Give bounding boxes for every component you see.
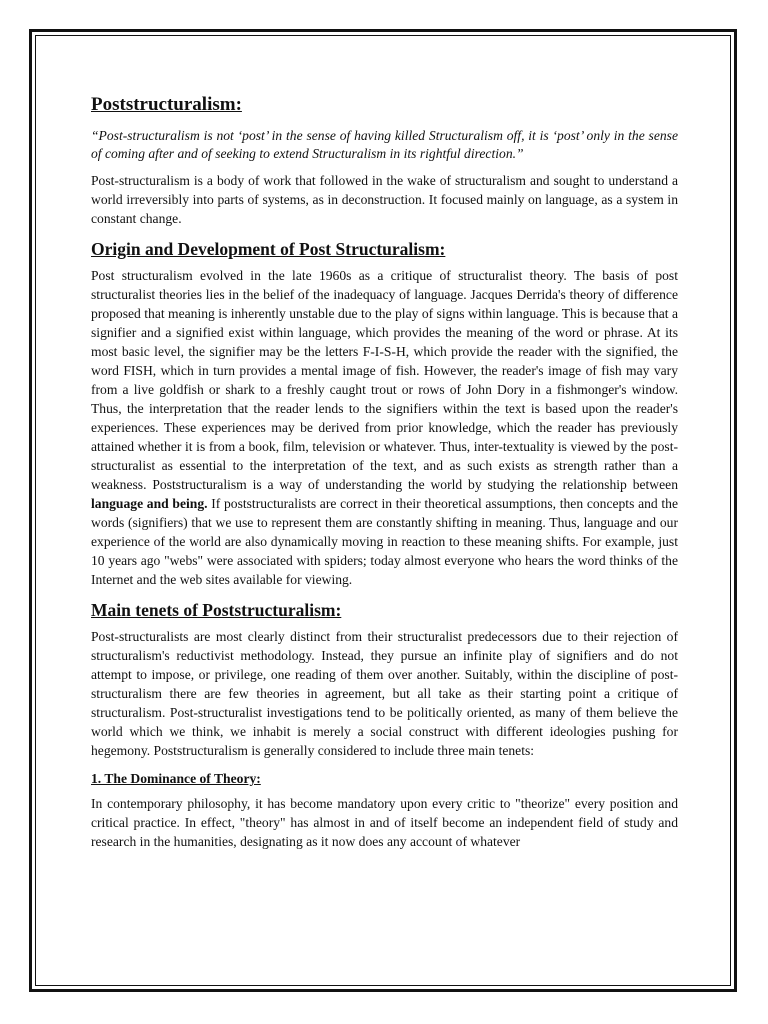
origin-bold-phrase: language and being.	[91, 496, 208, 511]
theory-paragraph: In contemporary philosophy, it has become mandatory upon every critic to "theorize" every position and critical practice. In effect, "theory" has almost in and of itself become an independent field of study and research in the humanities, designating as it now does any account of whatever	[91, 796, 678, 849]
section-heading-origin: Origin and Development of Post Structuralism:	[91, 239, 446, 259]
section-heading-tenets: Main tenets of Poststructuralism:	[91, 600, 342, 620]
document-content	[91, 93, 678, 859]
origin-paragraph	[91, 266, 678, 589]
document-title: Poststructuralism:	[91, 94, 242, 115]
origin-text-part1: Post structuralism evolved in the late 1960s as a critique of structuralist theory. The basis of post structuralist theories lies in the belief of the inadequacy of language. Jacques Derrida's theory of difference proposed that meaning is inherently unstable due to the play of signs within language. This is because that a signifier and a signified exist within language, which provides the meaning of the word or phrase. At its most basic level, the signifier may be the letters F-I-S-H, which provide the reader with the signified, the word FISH, which in turn provides a mental image of fish. However, the reader's image of fish may vary from a live goldfish or shark to a freshly caught trout or rows of John Dory in a fishmonger's window. Thus, the interpretation that the reader lends to the signifiers within the text is based upon the reader's experiences. These experiences may be derived from prior knowledge, which the reader has previously attained whether it is from a book, film, television or whatever. Thus, inter-textuality is viewed by the post-structuralist as essential to the interpretation of the text, and as such exists as strength rather than a weakness. Poststructuralism is a way of understanding the world by studying the relationship between	[91, 268, 678, 492]
subsection-heading-theory: 1. The Dominance of Theory:	[91, 771, 261, 786]
tenets-paragraph: Post-structuralists are most clearly distinct from their structuralist predecessors due to their rejection of structuralism's reductivist methodology. Instead, they pursue an infinite play of signifiers and do not attempt to impose, or privilege, one reading of them over another. Suitably, within the discipline of post-structuralism there are few theories in agreement, but all take as their starting point a critique of structuralism. Post-structuralist investigations tend to be politically oriented, as many of them believe the world which we think, we inhabit is merely a social construct with different ideologies pushing for hegemony. Poststructuralism is generally considered to include three main tenets:	[91, 629, 678, 758]
epigraph-quote: “Post-structuralism is not ‘post’ in the sense of having killed Structuralism off, it is ‘post’ only in the sense of coming after and of seeking to extend Structuralism in its rightful direction.”	[91, 128, 678, 161]
intro-paragraph: Post-structuralism is a body of work that followed in the wake of structuralism and sought to understand a world irreversibly into parts of systems, as in deconstruction. It focused mainly on language, as a system in constant change.	[91, 173, 678, 226]
origin-text-part2: If poststructuralists are correct in their theoretical assumptions, then concepts and the words (signifiers) that we use to represent them are constantly shifting in meaning. Thus, language and our experience of the world are also dynamically moving in reaction to these meaning shifts. For example, just 10 years ago "webs" were associated with spiders; today almost everyone who hears the word thinks of the Internet and the web sites available for viewing.	[91, 496, 678, 587]
